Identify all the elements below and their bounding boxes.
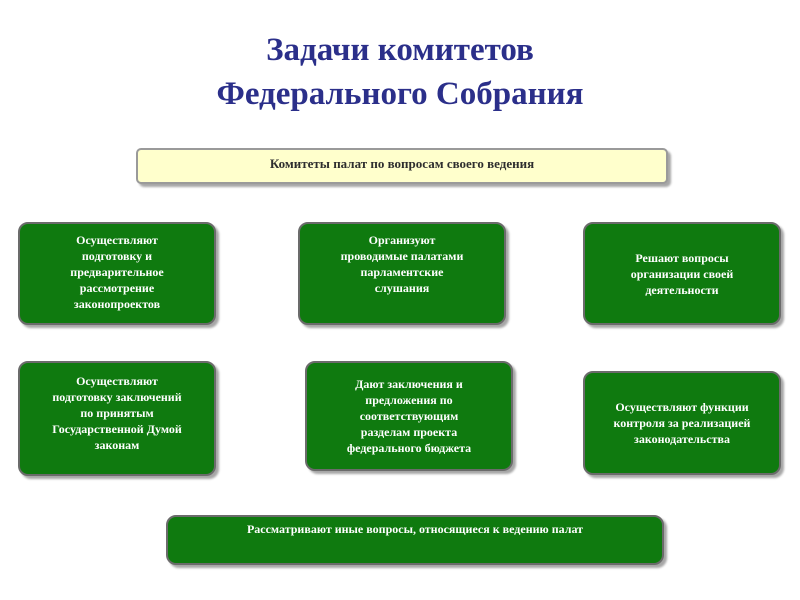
task-box-control-functions: Осуществляют функции контроля за реализацией законодательства — [583, 371, 781, 475]
task-box-conclusions-laws: Осуществляют подготовку заключений по принятым Государственной Думой законам — [18, 361, 216, 476]
title-line-2: Федерального Собрания — [216, 76, 584, 112]
committees-header-box: Комитеты палат по вопросам своего ведения — [136, 148, 668, 184]
task-box-bill-preparation: Осуществляют подготовку и предварительное рассмотрение законопроектов — [18, 222, 216, 325]
task-box-organization: Решают вопросы организации своей деятельности — [583, 222, 781, 325]
task-box-hearings: Организуют проводимые палатами парламентские слушания — [298, 222, 506, 325]
task-box-other-questions: Рассматривают иные вопросы, относящиеся к ведению палат — [166, 515, 664, 565]
task-box-budget-conclusions: Дают заключения и предложения по соответствующим разделам проекта федерального бюджета — [305, 361, 513, 471]
title-line-1: Задачи комитетов — [266, 32, 534, 68]
page-title — [0, 28, 800, 116]
